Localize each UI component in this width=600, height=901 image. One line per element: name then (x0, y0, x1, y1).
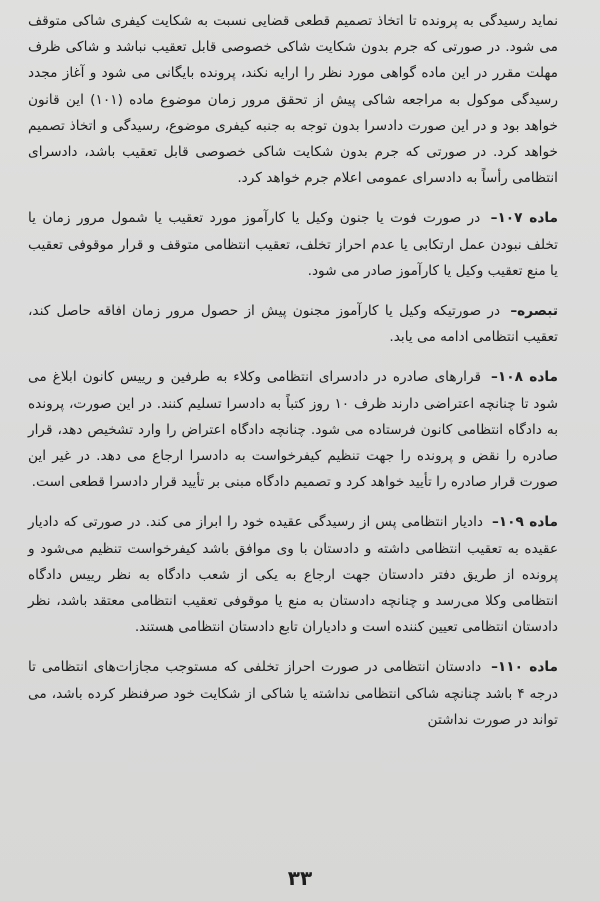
article-107-note-text: در صورتیکه وکیل یا کارآموز مجنون پیش از حصول مرور زمان افاقه حاصل کند، تعقیب انتظامی ادامه می یابد. (28, 303, 558, 346)
article-109-text: دادیار انتظامی پس از رسیدگی عقیده خود را ابراز می کند. در صورتی که دادیار عقیده به تعقیب انتظامی داشته و دادستان با وی موافق باشد کیفرخواست تنظیم می‌شود و پرونده از طریق دفتر دادستان جهت ارجاع به یکی از شعب دادگاه به نظر رییس دادگاه انتظامی وکلا می‌رسد و چنانچه دادستان به منع یا موقوفی تعقیب انتظامی معتقد باشد، نظر دادستان انتظامی تعیین کننده است و دادیاران تابع دادستان انتظامی هستند. (28, 514, 558, 636)
article-108-text: قرارهای صادره در دادسرای انتظامی وکلاء به طرفین و رییس کانون ابلاغ می شود تا چنانچه اعتراضی دارند ظرف ۱۰ روز کتباً به دادسرا تسلیم کنند. در این صورت، پرونده به دادگاه انتظامی کانون فرستاده می شود. چنانچه دادگاه اعتراض را وارد تشخیص دهد، قرار صادره را نقض و پرونده را جهت تنظیم کیفرخواست به دادسرا ارجاع می دهد. در غیر این صورت قرار صادره را تأیید خواهد کرد و تصمیم دادگاه مبنی بر تأیید قرار دادسرا قطعی است. (28, 369, 558, 491)
page-number: ۳۳ (287, 866, 313, 890)
article-107-note-label: تبصره– (510, 303, 558, 320)
page-body (28, 8, 558, 733)
intro-paragraph-text: نماید رسیدگی به پرونده تا اتخاذ تصمیم قطعی قضایی نسبت به شکایت کیفری شاکی متوقف می شود. در صورتی که جرم بدون شکایت شاکی خصوصی قابل تعقیب نباشد و شاکی ظرف مهلت مقرر در این ماده گواهی مورد نظر را ارایه نکند، پرونده بایگانی می شود و آغاز مجدد رسیدگی موکول به مراجعه شاکی پیش از تحقق مرور زمان موضوع ماده (۱۰۱) این قانون خواهد بود و در این صورت دادسرا بدون توجه به جنبه کیفری موضوع، رسیدگی و اتخاذ تصمیم خواهد کرد. در صورتی که جرم بدون شکایت شاکی خصوصی قابل تعقیب باشد، دادسرای انتظامی رأساً به دادسرای عمومی اعلام جرم خواهد کرد. (28, 13, 558, 187)
article-108-label: ماده ۱۰۸– (491, 369, 559, 386)
article-110-text: دادستان انتظامی در صورت احراز تخلفی که مستوجب مجازات‌های انتظامی تا درجه ۴ باشد چنانچه شاکی انتظامی نداشته یا شاکی از شکایت خود صرفنظر کرده باشد، می تواند در صورت نداشتن (28, 659, 558, 728)
article-107-label: ماده ۱۰۷– (490, 210, 558, 227)
article-108 (28, 364, 558, 495)
intro-paragraph (28, 8, 558, 191)
article-109-label: ماده ۱۰۹– (491, 514, 558, 531)
article-109 (28, 509, 558, 640)
article-107 (28, 205, 558, 284)
article-110 (28, 654, 558, 733)
article-107-text: در صورت فوت یا جنون وکیل یا کارآموز مورد تعقیب یا شمول مرور زمان یا تخلف نبودن عمل ارتکابی یا عدم احراز تخلف، تعقیب انتظامی متوقف و قرار موقوفی تعقیب یا منع تعقیب وکیل یا کارآموز صادر می شود. (28, 210, 558, 279)
article-107-note (28, 298, 558, 350)
article-110-label: ماده ۱۱۰– (491, 659, 559, 676)
